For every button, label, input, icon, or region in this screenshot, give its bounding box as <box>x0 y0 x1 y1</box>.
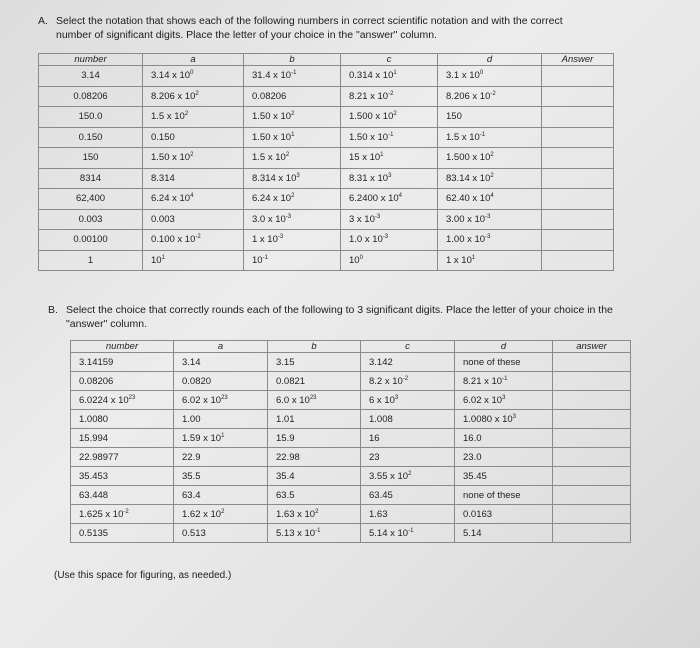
table-b-cell-number: 1.0080 <box>71 410 174 429</box>
question-a-line1: Select the notation that shows each of the following numbers in correct scientific notation and with the correct <box>56 15 563 27</box>
table-b-cell-b: 22.98 <box>268 448 361 467</box>
question-b-line1: Select the choice that correctly rounds each of the following to 3 significant digits. Place the letter of your choice in the <box>66 304 613 316</box>
table-a-answer-cell[interactable] <box>542 127 614 148</box>
table-b-cell-b: 5.13 x $10^{-1}$ <box>268 524 361 543</box>
table-b-cell-c: 5.14 x $10^{-1}$ <box>361 524 455 543</box>
table-a-cell-a: 0.100 x $10^{-2}$ <box>143 230 244 251</box>
table-a-answer-cell[interactable] <box>542 86 614 107</box>
table-a-cell-c: 8.31 x $10^3$ <box>341 168 438 189</box>
table-row <box>71 505 631 524</box>
table-a-answer-cell[interactable] <box>542 209 614 230</box>
table-a-header-b: b <box>244 54 341 66</box>
question-b-prompt <box>48 303 648 331</box>
table-a-cell-a: 8.314 <box>143 168 244 189</box>
table-a-answer-cell[interactable] <box>542 250 614 271</box>
table-b-header-a: a <box>174 341 268 353</box>
table-a-header-c: c <box>341 54 438 66</box>
question-b-line2: "answer" column. <box>66 318 147 330</box>
table-b-cell-c: 6 x $10^3$ <box>361 391 455 410</box>
table-a-cell-d: 62.40 x $10^4$ <box>438 189 542 210</box>
table-b-cell-number: 0.08206 <box>71 372 174 391</box>
table-b-cell-c: 3.142 <box>361 353 455 372</box>
table-b-cell-c: 16 <box>361 429 455 448</box>
table-a-cell-d: 1.00 x $10^{-3}$ <box>438 230 542 251</box>
table-a-cell-d: 3.00 x $10^{-3}$ <box>438 209 542 230</box>
table-a-body <box>39 66 614 271</box>
table-b-cell-number: 6.0224 x $10^{23}$ <box>71 391 174 410</box>
table-a-cell-a: 1.50 x $10^2$ <box>143 148 244 169</box>
table-b-cell-d: none of these <box>455 486 553 505</box>
table-row <box>39 148 614 169</box>
table-b-cell-a: 1.00 <box>174 410 268 429</box>
table-b-cell-number: 0.5135 <box>71 524 174 543</box>
table-a-cell-number: 0.00100 <box>39 230 143 251</box>
table-a-cell-d: 1 x $10^1$ <box>438 250 542 271</box>
table-b-cell-number: 1.625 x $10^{-2}$ <box>71 505 174 524</box>
table-b-header-d: d <box>455 341 553 353</box>
table-a-cell-d: 83.14 x $10^2$ <box>438 168 542 189</box>
table-b-cell-d: 5.14 <box>455 524 553 543</box>
table-a-cell-a: $10^1$ <box>143 250 244 271</box>
table-b-header-b: b <box>268 341 361 353</box>
table-a-cell-c: 3 x $10^{-3}$ <box>341 209 438 230</box>
table-b-header-number: number <box>71 341 174 353</box>
table-b-cell-number: 15.994 <box>71 429 174 448</box>
table-a-answer-cell[interactable] <box>542 107 614 128</box>
question-b-label: B. <box>48 304 58 316</box>
table-row <box>71 391 631 410</box>
table-b-cell-number: 35.453 <box>71 467 174 486</box>
table-row <box>71 467 631 486</box>
table-b-cell-b: 15.9 <box>268 429 361 448</box>
table-b-cell-d: none of these <box>455 353 553 372</box>
table-a-cell-a: 1.5 x $10^2$ <box>143 107 244 128</box>
table-a-cell-number: 150 <box>39 148 143 169</box>
table-b-header-answer: answer <box>553 341 631 353</box>
table-a-cell-c: 6.2400 x $10^4$ <box>341 189 438 210</box>
question-a-prompt <box>38 14 638 42</box>
table-a-cell-number: 3.14 <box>39 66 143 87</box>
table-b-cell-c: 63.45 <box>361 486 455 505</box>
table-b-cell-c: 3.55 x $10^2$ <box>361 467 455 486</box>
table-b-answer-cell[interactable] <box>553 429 631 448</box>
table-b-cell-d: 6.02 x $10^3$ <box>455 391 553 410</box>
table-b-answer-cell[interactable] <box>553 391 631 410</box>
table-row <box>39 230 614 251</box>
table-a-cell-b: 1.5 x $10^2$ <box>244 148 341 169</box>
table-row <box>71 429 631 448</box>
table-row <box>71 524 631 543</box>
table-a-header-d: d <box>438 54 542 66</box>
table-b-cell-b: 63.5 <box>268 486 361 505</box>
table-a-cell-b: 3.0 x $10^{-3}$ <box>244 209 341 230</box>
table-b-header-c: c <box>361 341 455 353</box>
table-a-header-row <box>39 54 614 66</box>
table-row <box>39 66 614 87</box>
table-b-cell-a: 6.02 x $10^{23}$ <box>174 391 268 410</box>
table-b-cell-d: 0.0163 <box>455 505 553 524</box>
table-row <box>71 448 631 467</box>
table-b-cell-b: 1.01 <box>268 410 361 429</box>
table-b-cell-a: 0.513 <box>174 524 268 543</box>
table-a-header-a: a <box>143 54 244 66</box>
table-b-cell-d: 23.0 <box>455 448 553 467</box>
table-a-cell-d: 3.1 x $10^0$ <box>438 66 542 87</box>
table-row <box>39 189 614 210</box>
table-a-cell-b: 1 x $10^{-3}$ <box>244 230 341 251</box>
table-a-cell-c: 0.314 x $10^1$ <box>341 66 438 87</box>
table-a-cell-number: 1 <box>39 250 143 271</box>
table-a-answer-cell[interactable] <box>542 66 614 87</box>
table-b-answer-cell[interactable] <box>553 410 631 429</box>
table-a-answer-cell[interactable] <box>542 168 614 189</box>
table-row <box>71 410 631 429</box>
table-b <box>70 340 631 543</box>
table-b-answer-cell[interactable] <box>553 372 631 391</box>
table-a-cell-number: 0.150 <box>39 127 143 148</box>
table-a-cell-a: 8.206 x $10^2$ <box>143 86 244 107</box>
table-a-answer-cell[interactable] <box>542 148 614 169</box>
table-b-cell-b: 3.15 <box>268 353 361 372</box>
table-a-cell-d: 150 <box>438 107 542 128</box>
question-a-line2: number of significant digits. Place the letter of your choice in the "answer" column. <box>56 29 437 41</box>
table-a-cell-c: 1.0 x $10^{-3}$ <box>341 230 438 251</box>
table-b-cell-d: 16.0 <box>455 429 553 448</box>
table-a-answer-cell[interactable] <box>542 230 614 251</box>
table-a-cell-b: 1.50 x $10^1$ <box>244 127 341 148</box>
table-a-cell-number: 62,400 <box>39 189 143 210</box>
table-b-cell-c: 1.008 <box>361 410 455 429</box>
table-b-cell-a: 35.5 <box>174 467 268 486</box>
table-a-answer-cell[interactable] <box>542 189 614 210</box>
table-a-cell-number: 150.0 <box>39 107 143 128</box>
table-a-cell-d: 1.500 x $10^2$ <box>438 148 542 169</box>
table-b-cell-d: 1.0080 x $10^3$ <box>455 410 553 429</box>
table-b-cell-b: 6.0 x $10^{23}$ <box>268 391 361 410</box>
table-b-cell-a: 3.14 <box>174 353 268 372</box>
table-a-cell-a: 0.003 <box>143 209 244 230</box>
question-a-label: A. <box>38 15 48 27</box>
table-b-cell-a: 1.62 x $10^2$ <box>174 505 268 524</box>
figuring-note: (Use this space for figuring, as needed.) <box>54 570 232 581</box>
table-b-cell-c: 8.2 x $10^{-2}$ <box>361 372 455 391</box>
table-b-cell-a: 1.59 x $10^1$ <box>174 429 268 448</box>
table-b-cell-a: 63.4 <box>174 486 268 505</box>
table-row <box>39 86 614 107</box>
table-b-cell-a: 22.9 <box>174 448 268 467</box>
table-row <box>71 353 631 372</box>
table-a-cell-d: 1.5 x $10^{-1}$ <box>438 127 542 148</box>
table-b-answer-cell[interactable] <box>553 505 631 524</box>
table-a-cell-number: 0.08206 <box>39 86 143 107</box>
table-b-cell-b: 35.4 <box>268 467 361 486</box>
table-a-cell-b: 31.4 x $10^{-1}$ <box>244 66 341 87</box>
table-a-cell-b: 0.08206 <box>244 86 341 107</box>
table-a-cell-d: 8.206 x $10^{-2}$ <box>438 86 542 107</box>
table-row <box>39 250 614 271</box>
table-b-cell-c: 23 <box>361 448 455 467</box>
table-b-cell-a: 0.0820 <box>174 372 268 391</box>
table-row <box>71 486 631 505</box>
table-row <box>39 168 614 189</box>
table-row <box>39 107 614 128</box>
table-b-cell-d: 35.45 <box>455 467 553 486</box>
table-a-cell-number: 0.003 <box>39 209 143 230</box>
table-a-cell-b: 1.50 x $10^2$ <box>244 107 341 128</box>
table-b-answer-cell[interactable] <box>553 524 631 543</box>
table-a-cell-c: 15 x $10^1$ <box>341 148 438 169</box>
table-a <box>38 53 614 271</box>
table-row <box>39 127 614 148</box>
table-a-header-answer: Answer <box>542 54 614 66</box>
table-b-cell-d: 8.21 x $10^{-1}$ <box>455 372 553 391</box>
table-b-cell-b: 0.0821 <box>268 372 361 391</box>
table-b-answer-cell[interactable] <box>553 486 631 505</box>
table-a-cell-c: 8.21 x $10^{-2}$ <box>341 86 438 107</box>
table-a-cell-b: 6.24 x $10^2$ <box>244 189 341 210</box>
table-b-answer-cell[interactable] <box>553 448 631 467</box>
table-a-cell-b: $10^{-1}$ <box>244 250 341 271</box>
table-a-cell-a: 6.24 x $10^4$ <box>143 189 244 210</box>
table-b-body <box>71 353 631 543</box>
table-b-answer-cell[interactable] <box>553 353 631 372</box>
table-b-cell-number: 63.448 <box>71 486 174 505</box>
table-b-cell-number: 3.14159 <box>71 353 174 372</box>
table-b-answer-cell[interactable] <box>553 467 631 486</box>
table-a-header-number: number <box>39 54 143 66</box>
table-a-cell-b: 8.314 x $10^3$ <box>244 168 341 189</box>
table-row <box>71 372 631 391</box>
table-a-cell-a: 3.14 x $10^0$ <box>143 66 244 87</box>
table-row <box>39 209 614 230</box>
table-a-cell-c: 1.50 x $10^{-1}$ <box>341 127 438 148</box>
table-b-cell-c: 1.63 <box>361 505 455 524</box>
table-b-cell-b: 1.63 x $10^2$ <box>268 505 361 524</box>
table-b-header-row <box>71 341 631 353</box>
table-a-cell-a: 0.150 <box>143 127 244 148</box>
table-a-cell-number: 8314 <box>39 168 143 189</box>
table-a-cell-c: $10^0$ <box>341 250 438 271</box>
table-b-cell-number: 22.98977 <box>71 448 174 467</box>
table-a-cell-c: 1.500 x $10^2$ <box>341 107 438 128</box>
